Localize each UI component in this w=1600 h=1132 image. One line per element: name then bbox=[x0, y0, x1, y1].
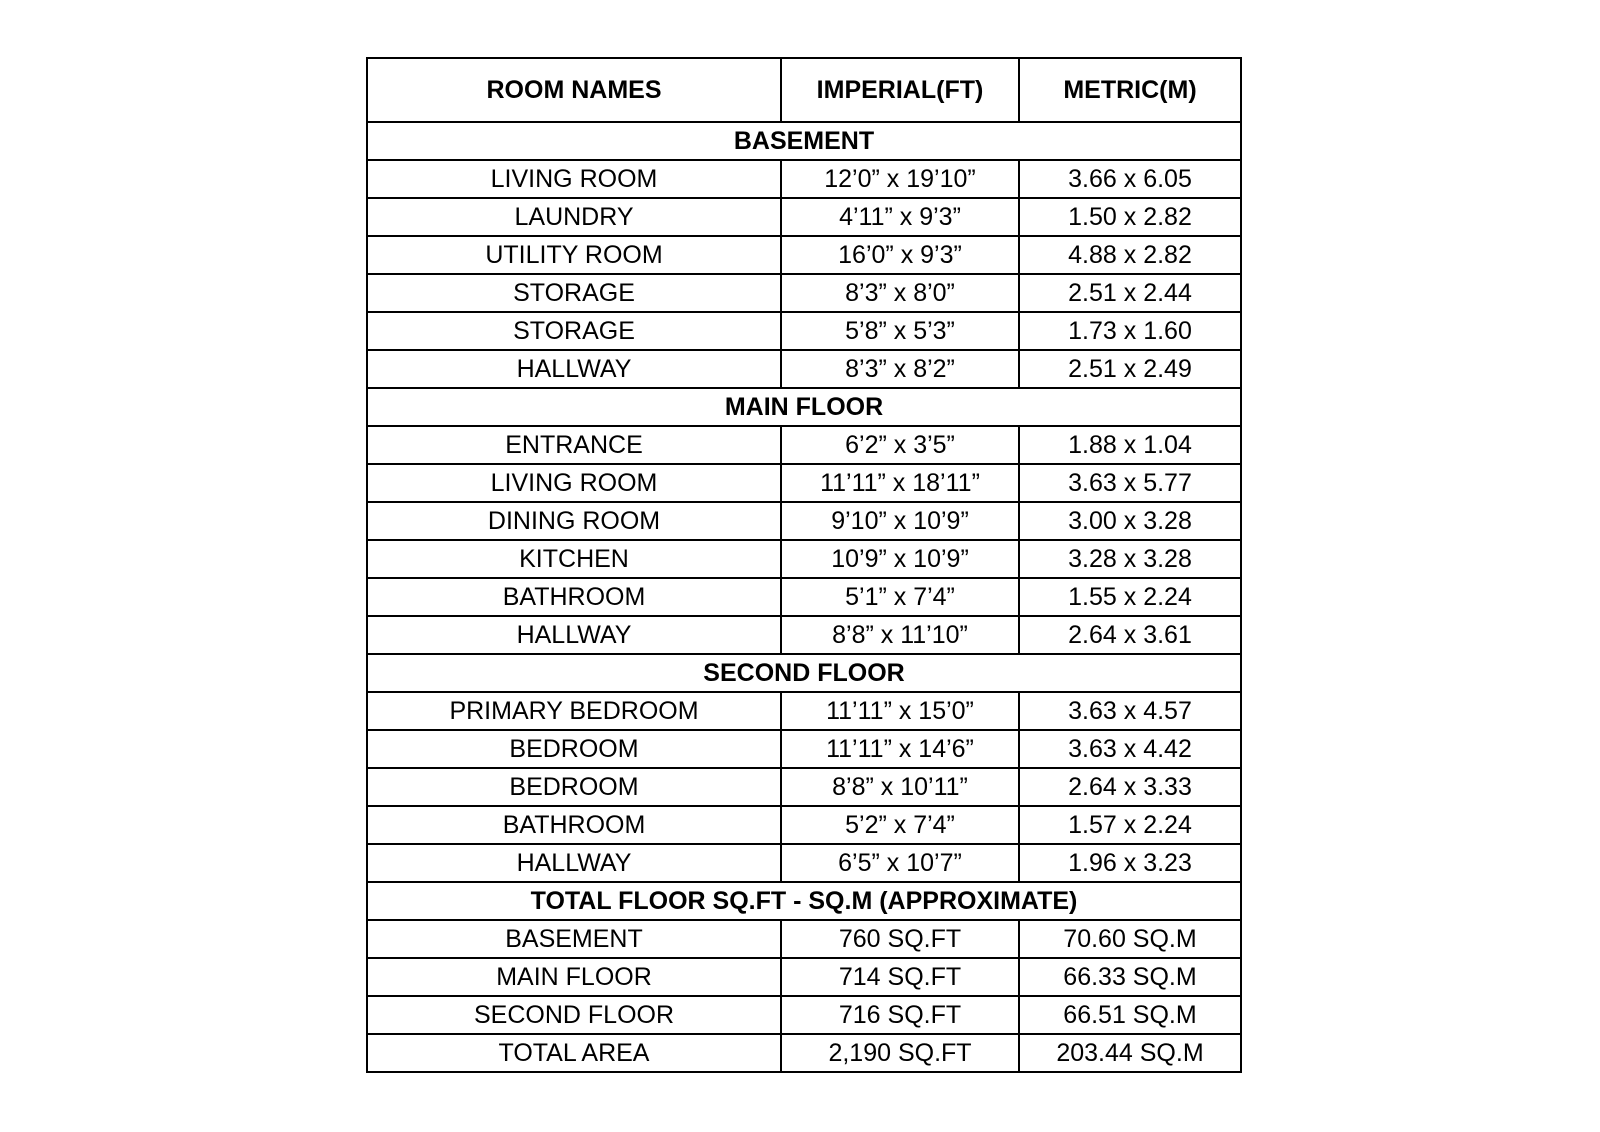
room-name-cell: STORAGE bbox=[367, 274, 781, 312]
imperial-cell: 11’11” x 18’11” bbox=[781, 464, 1019, 502]
room-name-cell: DINING ROOM bbox=[367, 502, 781, 540]
metric-cell: 3.63 x 4.57 bbox=[1019, 692, 1241, 730]
table-row bbox=[367, 768, 1241, 806]
imperial-cell: 2,190 SQ.FT bbox=[781, 1034, 1019, 1072]
room-name-cell: HALLWAY bbox=[367, 844, 781, 882]
room-name-cell: BATHROOM bbox=[367, 578, 781, 616]
section-header-row bbox=[367, 654, 1241, 692]
table-row bbox=[367, 540, 1241, 578]
metric-cell: 2.64 x 3.33 bbox=[1019, 768, 1241, 806]
table-body bbox=[367, 122, 1241, 1072]
metric-cell: 3.63 x 4.42 bbox=[1019, 730, 1241, 768]
room-name-cell: LAUNDRY bbox=[367, 198, 781, 236]
imperial-cell: 8’8” x 10’11” bbox=[781, 768, 1019, 806]
table-row bbox=[367, 844, 1241, 882]
room-name-cell: KITCHEN bbox=[367, 540, 781, 578]
metric-cell: 3.63 x 5.77 bbox=[1019, 464, 1241, 502]
imperial-cell: 11’11” x 14’6” bbox=[781, 730, 1019, 768]
room-name-cell: MAIN FLOOR bbox=[367, 958, 781, 996]
metric-cell: 1.57 x 2.24 bbox=[1019, 806, 1241, 844]
metric-cell: 1.50 x 2.82 bbox=[1019, 198, 1241, 236]
metric-cell: 2.51 x 2.44 bbox=[1019, 274, 1241, 312]
room-dimensions-table bbox=[366, 57, 1242, 1073]
imperial-cell: 5’8” x 5’3” bbox=[781, 312, 1019, 350]
room-name-cell: HALLWAY bbox=[367, 616, 781, 654]
section-title: TOTAL FLOOR SQ.FT - SQ.M (APPROXIMATE) bbox=[367, 882, 1241, 920]
imperial-cell: 10’9” x 10’9” bbox=[781, 540, 1019, 578]
header-imperial: IMPERIAL(FT) bbox=[781, 58, 1019, 122]
header-room-names: ROOM NAMES bbox=[367, 58, 781, 122]
table-row bbox=[367, 578, 1241, 616]
metric-cell: 2.64 x 3.61 bbox=[1019, 616, 1241, 654]
table-row bbox=[367, 692, 1241, 730]
table-row bbox=[367, 616, 1241, 654]
room-name-cell: SECOND FLOOR bbox=[367, 996, 781, 1034]
section-header-row bbox=[367, 122, 1241, 160]
metric-cell: 203.44 SQ.M bbox=[1019, 1034, 1241, 1072]
imperial-cell: 16’0” x 9’3” bbox=[781, 236, 1019, 274]
metric-cell: 66.51 SQ.M bbox=[1019, 996, 1241, 1034]
table-row bbox=[367, 160, 1241, 198]
room-name-cell: HALLWAY bbox=[367, 350, 781, 388]
room-name-cell: TOTAL AREA bbox=[367, 1034, 781, 1072]
section-title: MAIN FLOOR bbox=[367, 388, 1241, 426]
metric-cell: 3.66 x 6.05 bbox=[1019, 160, 1241, 198]
room-name-cell: BEDROOM bbox=[367, 730, 781, 768]
imperial-cell: 714 SQ.FT bbox=[781, 958, 1019, 996]
imperial-cell: 11’11” x 15’0” bbox=[781, 692, 1019, 730]
room-name-cell: PRIMARY BEDROOM bbox=[367, 692, 781, 730]
table-row bbox=[367, 464, 1241, 502]
metric-cell: 1.73 x 1.60 bbox=[1019, 312, 1241, 350]
table-row bbox=[367, 236, 1241, 274]
imperial-cell: 5’2” x 7’4” bbox=[781, 806, 1019, 844]
metric-cell: 3.28 x 3.28 bbox=[1019, 540, 1241, 578]
room-name-cell: BATHROOM bbox=[367, 806, 781, 844]
table-row bbox=[367, 806, 1241, 844]
imperial-cell: 8’8” x 11’10” bbox=[781, 616, 1019, 654]
section-title: SECOND FLOOR bbox=[367, 654, 1241, 692]
imperial-cell: 8’3” x 8’0” bbox=[781, 274, 1019, 312]
header-metric: METRIC(M) bbox=[1019, 58, 1241, 122]
section-header-row bbox=[367, 388, 1241, 426]
metric-cell: 2.51 x 2.49 bbox=[1019, 350, 1241, 388]
table-row bbox=[367, 350, 1241, 388]
room-name-cell: LIVING ROOM bbox=[367, 464, 781, 502]
imperial-cell: 6’2” x 3’5” bbox=[781, 426, 1019, 464]
section-header-row bbox=[367, 882, 1241, 920]
imperial-cell: 8’3” x 8’2” bbox=[781, 350, 1019, 388]
imperial-cell: 5’1” x 7’4” bbox=[781, 578, 1019, 616]
room-name-cell: LIVING ROOM bbox=[367, 160, 781, 198]
table-row bbox=[367, 426, 1241, 464]
room-name-cell: ENTRANCE bbox=[367, 426, 781, 464]
room-name-cell: UTILITY ROOM bbox=[367, 236, 781, 274]
metric-cell: 66.33 SQ.M bbox=[1019, 958, 1241, 996]
metric-cell: 1.55 x 2.24 bbox=[1019, 578, 1241, 616]
section-title: BASEMENT bbox=[367, 122, 1241, 160]
table-row bbox=[367, 920, 1241, 958]
imperial-cell: 9’10” x 10’9” bbox=[781, 502, 1019, 540]
table-row bbox=[367, 502, 1241, 540]
table-row bbox=[367, 274, 1241, 312]
imperial-cell: 716 SQ.FT bbox=[781, 996, 1019, 1034]
table-row bbox=[367, 1034, 1241, 1072]
table-row bbox=[367, 198, 1241, 236]
imperial-cell: 760 SQ.FT bbox=[781, 920, 1019, 958]
metric-cell: 4.88 x 2.82 bbox=[1019, 236, 1241, 274]
metric-cell: 3.00 x 3.28 bbox=[1019, 502, 1241, 540]
table-row bbox=[367, 312, 1241, 350]
imperial-cell: 12’0” x 19’10” bbox=[781, 160, 1019, 198]
metric-cell: 1.96 x 3.23 bbox=[1019, 844, 1241, 882]
room-name-cell: BASEMENT bbox=[367, 920, 781, 958]
imperial-cell: 6’5” x 10’7” bbox=[781, 844, 1019, 882]
table-row bbox=[367, 958, 1241, 996]
table-row bbox=[367, 730, 1241, 768]
room-name-cell: STORAGE bbox=[367, 312, 781, 350]
metric-cell: 70.60 SQ.M bbox=[1019, 920, 1241, 958]
room-name-cell: BEDROOM bbox=[367, 768, 781, 806]
table-row bbox=[367, 996, 1241, 1034]
header-row bbox=[367, 58, 1241, 122]
metric-cell: 1.88 x 1.04 bbox=[1019, 426, 1241, 464]
imperial-cell: 4’11” x 9’3” bbox=[781, 198, 1019, 236]
